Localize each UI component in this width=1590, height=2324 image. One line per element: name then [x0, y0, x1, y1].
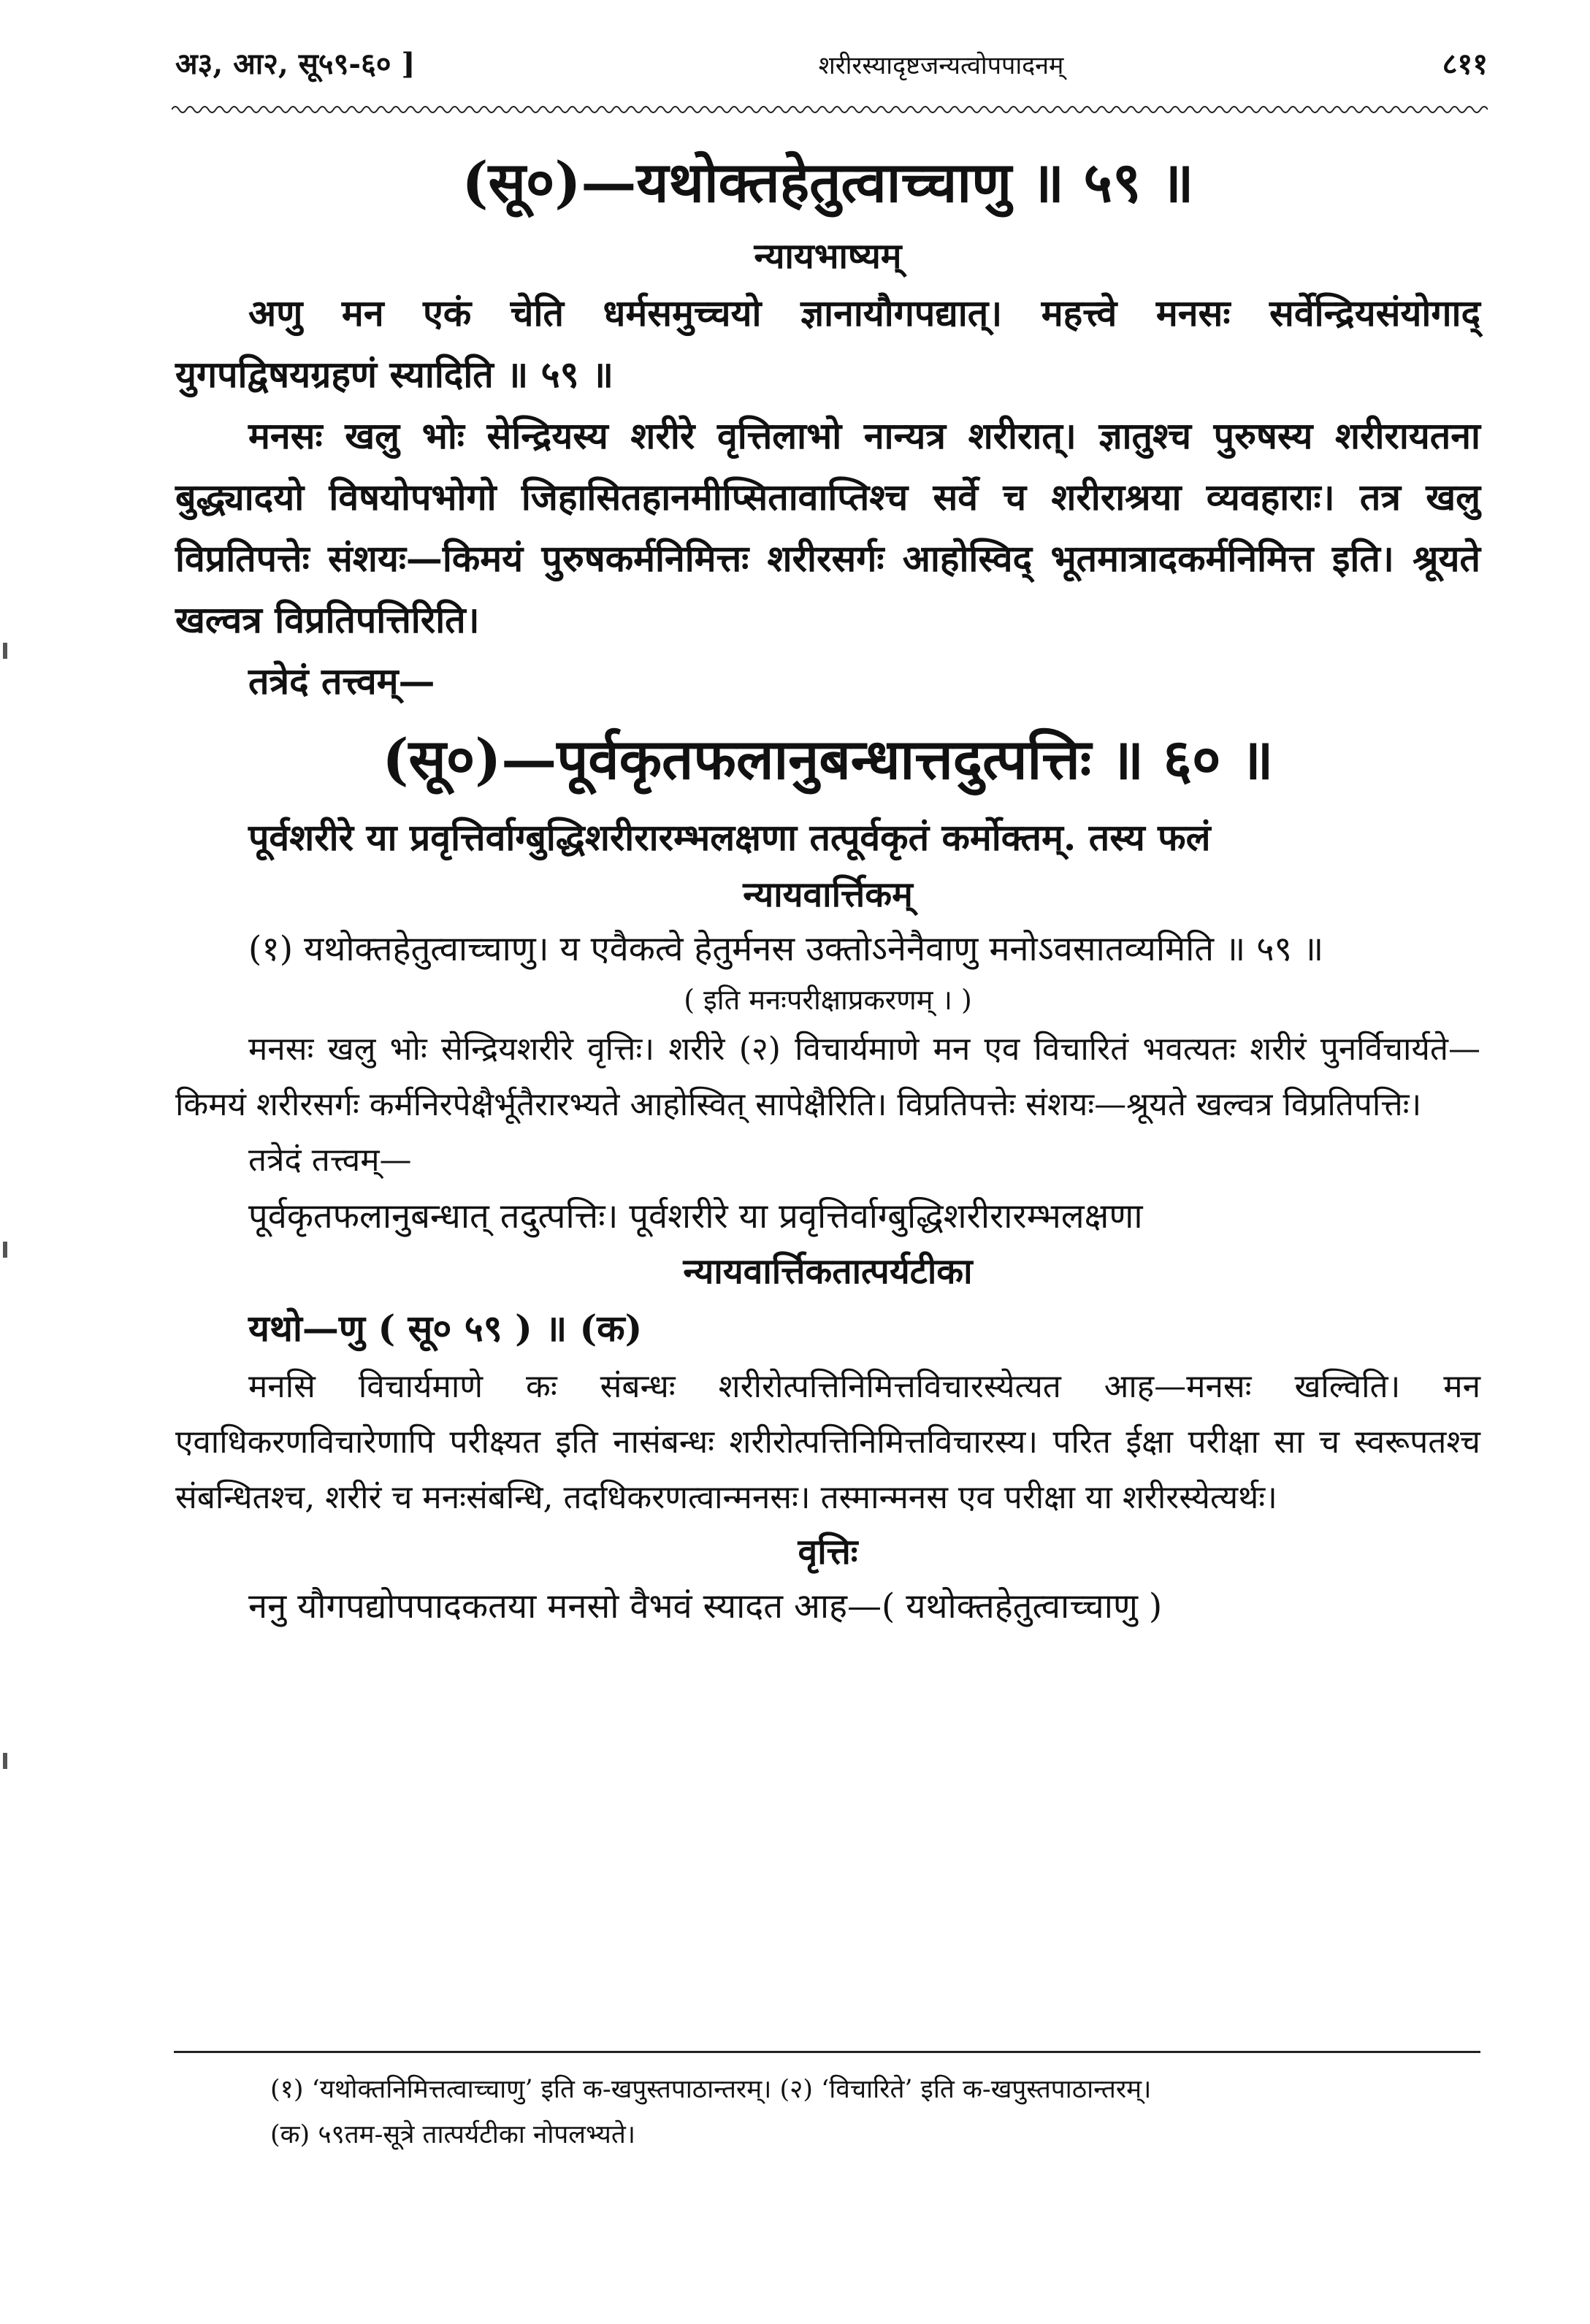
section-heading-nyayabhashya: न्यायभाष्यम् — [754, 236, 902, 277]
running-head — [175, 42, 1488, 93]
margin-mark — [3, 643, 7, 659]
varttika-paragraph-1: (१) यथोक्तहेतुत्वाच्चाणु। य एवैकत्वे हेतुर्मनस उक्तोऽनेनैवाणु मनोऽवसातव्यमिति ॥ ५९ ॥ — [248, 929, 1324, 969]
footnote-2: (क) ५९तम-सूत्रे तात्पर्यटीका नोपलभ्यते। — [270, 2120, 636, 2149]
running-head-section-ref: अ३, आ२, सू५९-६० ] — [175, 47, 416, 81]
section-heading-tatparyatika: न्यायवार्त्तिकतात्पर्यटीका — [683, 1251, 973, 1292]
varttika-paragraph-3: पूर्वकृतफलानुबन्धात् तदुत्पत्तिः। पूर्वशरीरे या प्रवृत्तिर्वाग्बुद्धिशरीरारम्भलक्षणा — [248, 1196, 1143, 1236]
page-number: ८११ — [1442, 47, 1488, 81]
tika-paragraph: मनसि विचार्यमाणे कः संबन्धः शरीरोत्पत्तिनिमित्तविचारस्येत्यत आह—मनसः खल्विति। मन एवाधिकरणविचारेणापि परीक्ष्यत इति नासंबन्धः शरीरोत्पत्तिनिमित्तविचारस्य। परित ईक्षा परीक्षा सा च स्वरूपतश्च संबन्धितश्च, शरीरं च मनःसंबन्धि, तदधिकरणत्वान्मनसः। तस्मान्मनस एव परीक्षा या शरीरस्येत्यर्थः। — [175, 1368, 1480, 1516]
tika-sutra-ref: यथो—णु ( सू० ५९ ) ॥ (क) — [248, 1307, 643, 1350]
bhashya-paragraph-3: पूर्वशरीरे या प्रवृत्तिर्वाग्बुद्धिशरीरारम्भलक्षणा तत्पूर्वकृतं कर्मोक्तम्. तस्य फलं — [248, 816, 1211, 859]
section-heading-nyayavarttika: न्यायवार्त्तिकम् — [743, 874, 913, 915]
margin-mark — [3, 1753, 7, 1769]
margin-mark — [3, 1242, 7, 1258]
varttika-paragraph-2: मनसः खलु भोः सेन्द्रियशरीरे वृत्तिः। शरीरे (२) विचार्यमाणे मन एव विचारितं भवत्यतः शरीरं पुनर्विचार्यते—किमयं शरीरसर्गः कर्मनिरपेक्षैर्भूतैरारभ्यते आहोस्वित् सापेक्षैरिति। विप्रतिपत्तेः संशयः—श्रूयते खल्वत्र विप्रतिपत्तिः। — [175, 1031, 1480, 1123]
vritti-paragraph: ननु यौगपद्योपपादकतया मनसो वैभवं स्यादत आह—( यथोक्तहेतुत्वाच्चाणु ) — [248, 1586, 1163, 1627]
bhashya-paragraph-1: अणु मन एकं चेति धर्मसमुच्चयो ज्ञानायौगपद्यात्। महत्त्वे मनसः सर्वेन्द्रियसंयोगाद् युगपद्विषयग्रहणं स्यादिति ॥ ५९ ॥ — [175, 291, 1480, 396]
bhashya-tattvam-line: तत्रेदं तत्त्वम्— — [248, 660, 435, 703]
wavy-header-rule — [172, 104, 1488, 115]
section-heading-vritti: वृत्तिः — [798, 1532, 858, 1572]
varttika-tattvam-line: तत्रेदं तत्त्वम्— — [248, 1142, 412, 1179]
sutra-60: (सू०)—पूर्वकृतफलानुबन्धात्तदुत्पत्तिः ॥ ६० ॥ — [382, 727, 1274, 792]
main-text — [175, 135, 1480, 1635]
footnotes — [270, 2067, 1480, 2157]
footnote-divider — [174, 2051, 1480, 2053]
bhashya-paragraph-2: मनसः खलु भोः सेन्द्रियस्य शरीरे वृत्तिलाभो नान्यत्र शरीरात्। ज्ञातुश्च पुरुषस्य शरीरायतना बुद्ध्यादयो विषयोपभोगो जिहासितहानमीप्सितावाप्तिश्च सर्वे च शरीराश्रया व्यवहाराः। तत्र खलु विप्रतिपत्तेः संशयः—किमयं पुरुषकर्मनिमित्तः शरीरसर्गः आहोस्विद् भूतमात्रादकर्मनिमित्त इति। श्रूयते खल्वत्र विप्रतिपत्तिरिति। — [175, 414, 1480, 641]
running-head-title: शरीरस्यादृष्टजन्यत्वोपपादनम् — [818, 51, 1064, 80]
sutra-59: (सू०)—यथोक्तहेतुत्वाच्चाणु ॥ ५९ ॥ — [462, 150, 1194, 215]
prakarana-end-note: ( इति मनःपरीक्षाप्रकरणम् । ) — [684, 984, 972, 1016]
footnote-1: (१) ‘यथोक्तनिमित्तत्वाच्चाणु’ इति क-खपुस्तपाठान्तरम्। (२) ‘विचारिते’ इति क-खपुस्तपाठान्तरम्। — [270, 2075, 1152, 2104]
